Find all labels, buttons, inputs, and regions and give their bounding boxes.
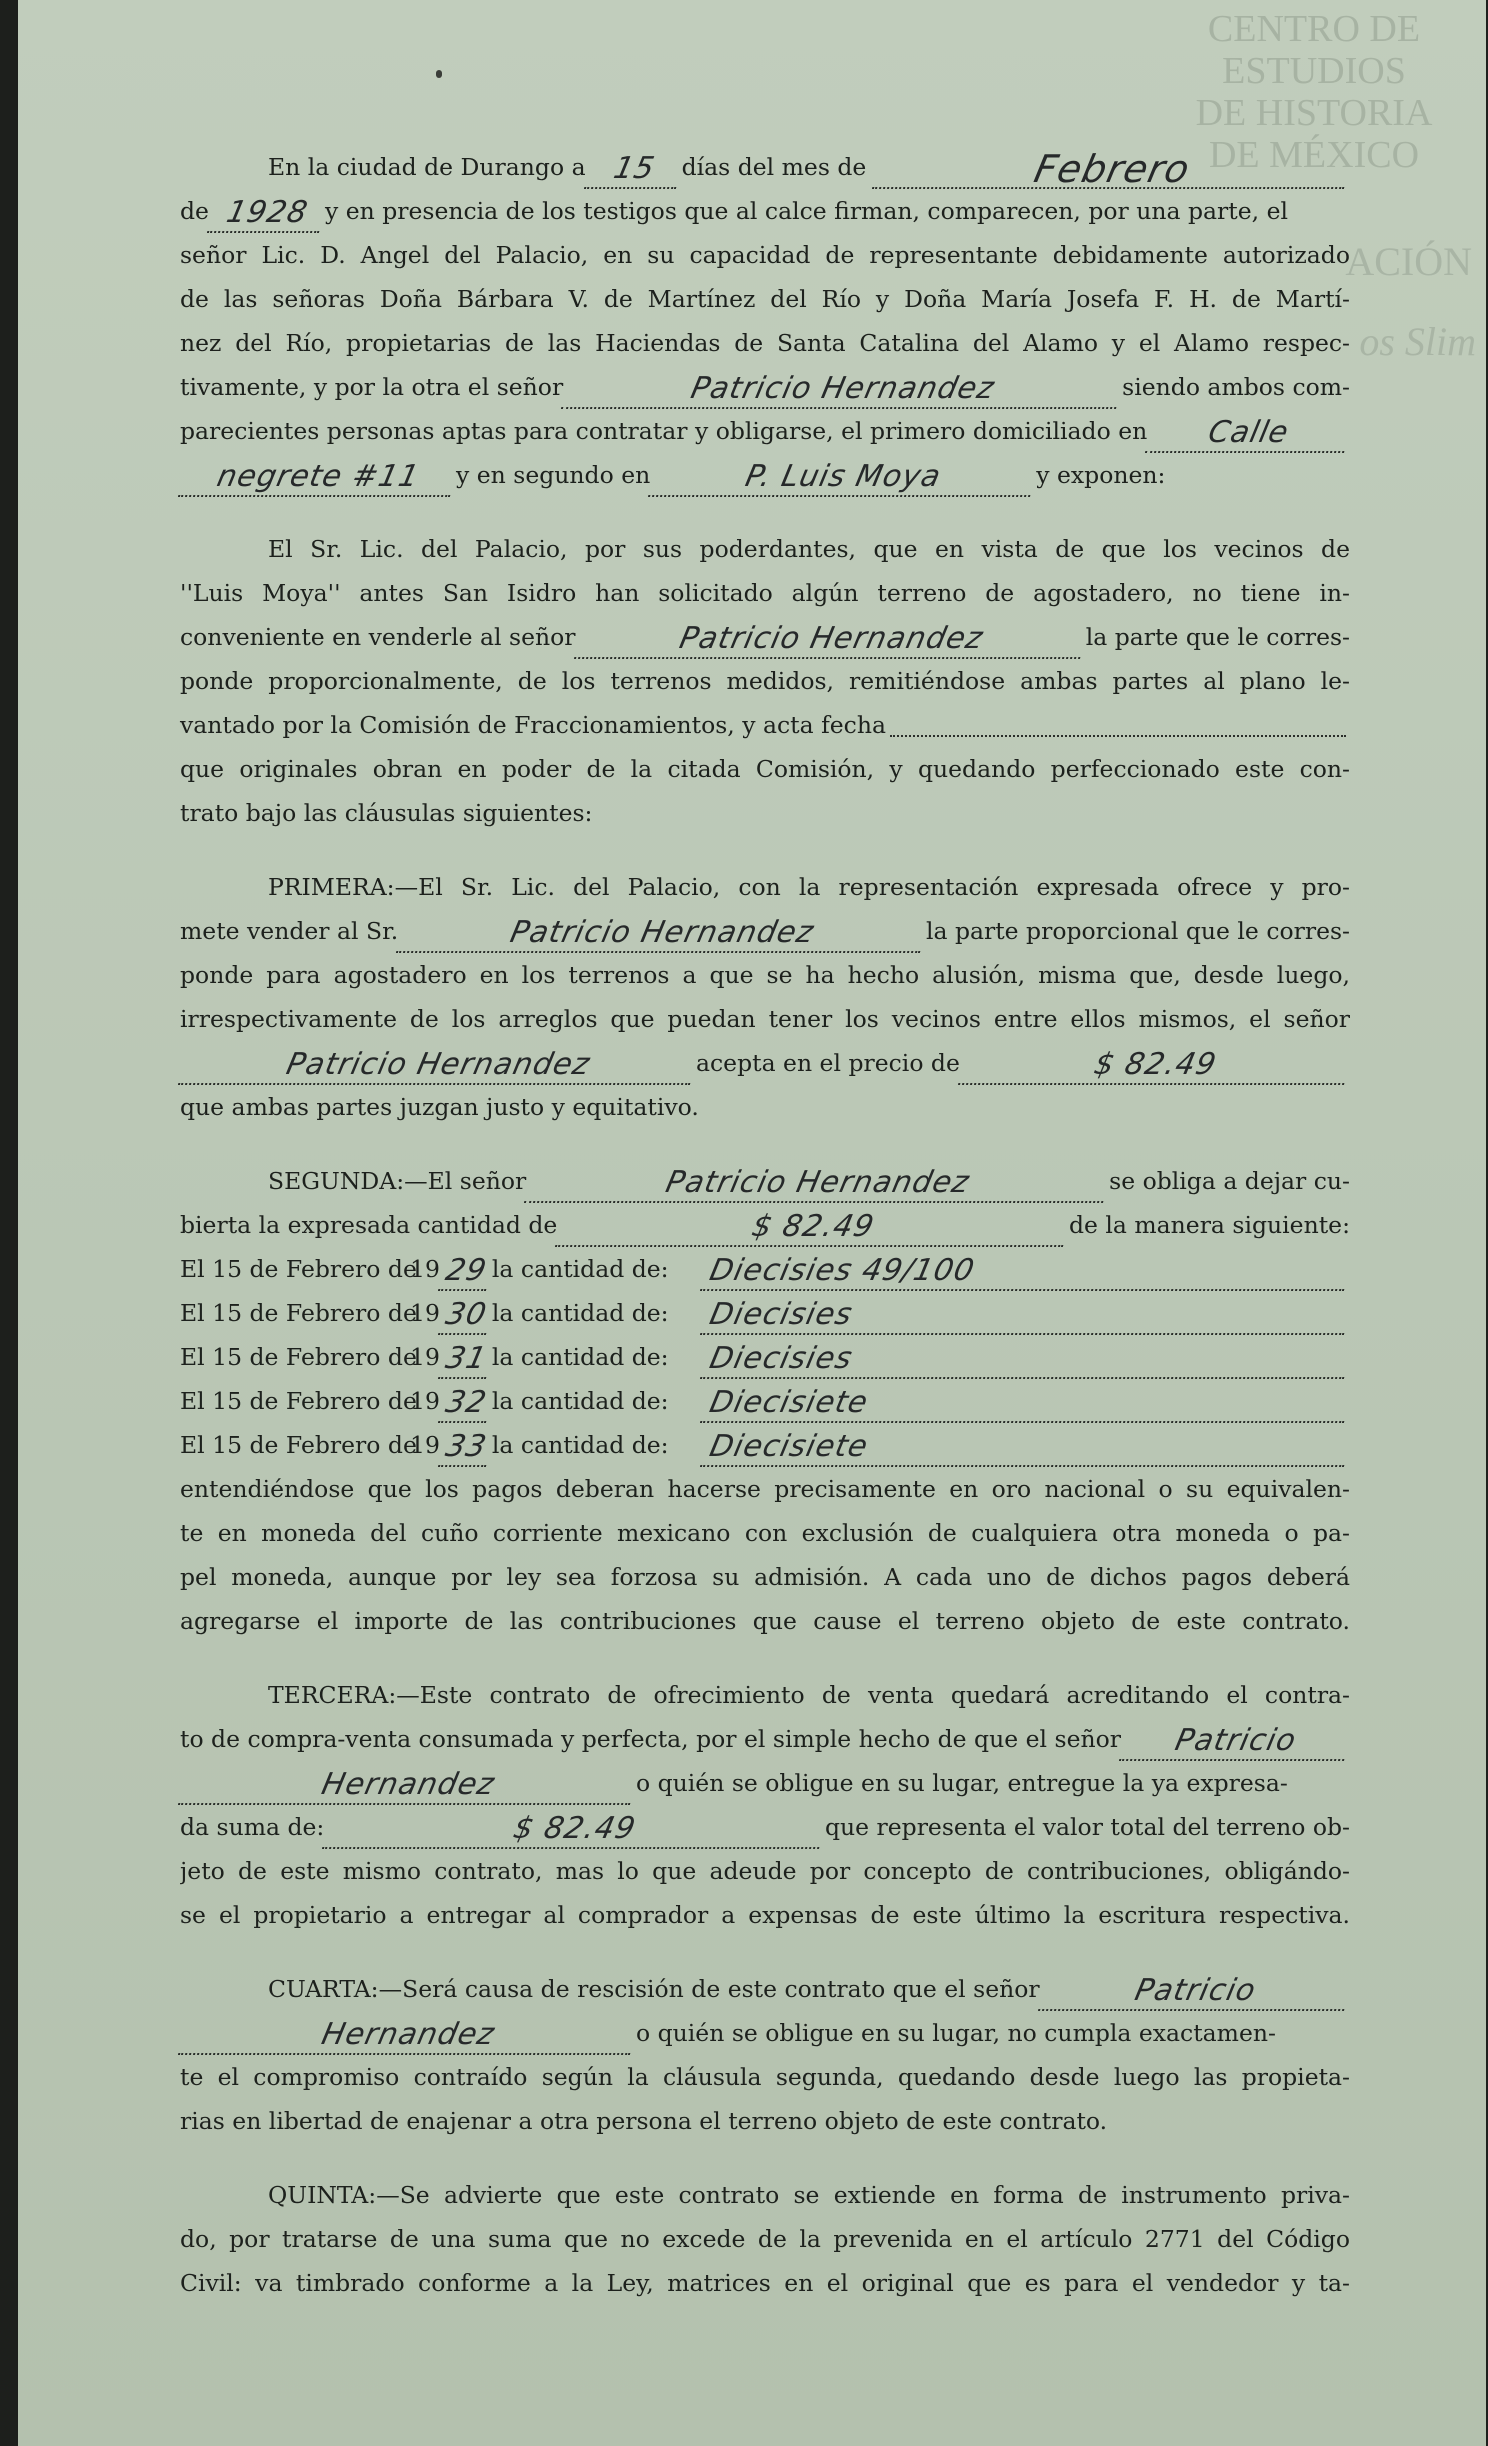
payment-row [180,1379,1350,1423]
text-line: negrete #11 y en segundo en P. Luis Moya y exponen: [180,453,1350,497]
payment-label: la cantidad de: [491,1343,669,1371]
payment-year-prefix: 19 [410,1255,440,1283]
payment-row [180,1335,1350,1379]
text-line: agregarse el importe de las contribuciones que cause el terreno objeto de este contrato. [180,1607,1350,1635]
payment-date: El 15 de Febrero de [180,1343,417,1371]
payment-amount: Diecisies 49/100 [700,1253,1352,1291]
payment-amount: Diecisies [700,1297,1352,1335]
payment-year-prefix: 19 [410,1431,440,1459]
buyer-name-field: Patricio Hernandez [396,915,928,953]
payment-year: 29 [438,1253,494,1291]
text-line: Hernandez o quién se obligue en su lugar, entregue la ya expresa- [180,1761,1350,1805]
payment-label: la cantidad de: [491,1387,669,1415]
text-line: que ambas partes juzgan justo y equitativo. [180,1093,699,1121]
buyer-name-field: Patricio Hernandez [524,1165,1111,1203]
text-line: Patricio Hernandez acepta en el precio de $ 82.49 [180,1041,1350,1085]
text-line: pel moneda, aunque por ley sea forzosa su admisión. A cada uno de dichos pagos deberá [180,1563,1350,1591]
payment-row [180,1291,1350,1335]
text-line: de 1928 y en presencia de los testigos que al calce firman, comparecen, por una parte, el [180,189,1350,233]
day-field: 15 [584,151,684,189]
residence-field: P. Luis Moya [648,459,1038,497]
year-field: 1928 [207,195,327,233]
amount-field: $ 82.49 [555,1209,1071,1247]
buyer-name-field: Patricio [1038,1973,1352,2011]
month-field: Febrero [872,151,1352,189]
payment-year-prefix: 19 [410,1387,440,1415]
payment-year: 33 [438,1429,494,1467]
text-line: vantado por la Comisión de Fraccionamientos, y acta fecha [180,703,1350,747]
text-line: se el propietario a entregar al comprador a expensas de este último la escritura respectiva. [180,1901,1350,1929]
blank-field [890,715,1346,737]
payment-date: El 15 de Febrero de [180,1431,417,1459]
payment-amount: Diecisiete [700,1429,1352,1467]
text-line: mete vender al Sr. Patricio Hernandez la parte proporcional que le corres- [180,909,1350,953]
text-line: de las señoras Doña Bárbara V. de Martínez del Río y Doña María Josefa F. H. de Martí- [180,285,1350,313]
payment-amount: Diecisies [700,1341,1352,1379]
buyer-name-field: Hernandez [178,1767,638,1805]
text-line: Hernandez o quién se obligue en su lugar, no cumpla exactamen- [180,2011,1350,2055]
buyer-name-field: Hernandez [178,2017,638,2055]
text-line: bierta la expresada cantidad de $ 82.49 de la manera siguiente: [180,1203,1350,1247]
document-page [18,0,1486,2446]
text-line: jeto de este mismo contrato, mas lo que adeude por concepto de contribuciones, obligándo- [180,1857,1350,1885]
payment-date: El 15 de Febrero de [180,1255,417,1283]
payment-year-prefix: 19 [410,1299,440,1327]
amount-field: $ 82.49 [322,1811,827,1849]
payment-date: El 15 de Febrero de [180,1299,417,1327]
text-line: Civil: va timbrado conforme a la Ley, matrices en el original que es para el vendedor y ta- [180,2269,1350,2297]
text-line: ponde para agostadero en los terrenos a que se ha hecho alusión, misma que, desde luego, [180,961,1350,989]
text-line: to de compra-venta consumada y perfecta, por el simple hecho de que el señor Patricio [180,1717,1350,1761]
payment-year: 32 [438,1385,494,1423]
watermark-line: ESTUDIOS [1222,50,1406,92]
text-line: QUINTA:—Se advierte que este contrato se extiende en forma de instrumento priva- [268,2181,1350,2209]
punch-mark [436,70,442,78]
address-field: negrete #11 [178,459,458,497]
text-line: entendiéndose que los pagos deberan hacerse precisamente en oro nacional o su equivalen- [180,1475,1350,1503]
text-line: te en moneda del cuño corriente mexicano con exclusión de cualquiera otra moneda o pa- [180,1519,1350,1547]
payment-year: 30 [438,1297,494,1335]
text-line: PRIMERA:—El Sr. Lic. del Palacio, con la representación expresada ofrece y pro- [268,873,1350,901]
watermark-line: DE HISTORIA [1195,92,1433,134]
text-line: da suma de: $ 82.49 que representa el valor total del terreno ob- [180,1805,1350,1849]
watermark-line: CENTRO DE [1207,8,1421,50]
buyer-name-field: Patricio Hernandez [573,621,1087,659]
text-line: conveniente en venderle al señor Patricio Hernandez la parte que le corres- [180,615,1350,659]
text-line: trato bajo las cláusulas siguientes: [180,799,593,827]
watermark-line: DE MÉXICO [1208,134,1420,176]
text-line: te el compromiso contraído según la cláusula segunda, quedando desde luego las propieta- [180,2063,1350,2091]
text-line: señor Lic. D. Angel del Palacio, en su capacidad de representante debidamente autorizado [180,241,1350,269]
text-line: En la ciudad de Durango a 15 días del mes de Febrero [180,145,1350,189]
buyer-name-field: Patricio [1119,1723,1352,1761]
contract-text [180,145,1350,2305]
text-line: CUARTA:—Será causa de rescisión de este contrato que el señor Patricio [180,1967,1350,2011]
text-line: SEGUNDA:—El señor Patricio Hernandez se obliga a dejar cu- [180,1159,1350,1203]
payment-label: la cantidad de: [491,1255,669,1283]
text-line: nez del Río, propietarias de las Haciendas de Santa Catalina del Alamo y el Alamo respec- [180,329,1350,357]
payment-row [180,1423,1350,1467]
address-field: Calle [1145,415,1352,453]
payment-amount: Diecisiete [700,1385,1352,1423]
watermark-fragment: os Slim [1359,319,1476,364]
price-field: $ 82.49 [958,1047,1352,1085]
payment-label: la cantidad de: [491,1299,669,1327]
buyer-name-field: Patricio Hernandez [561,371,1124,409]
text-line: parecientes personas aptas para contratar y obligarse, el primero domiciliado en Calle [180,409,1350,453]
text-line: El Sr. Lic. del Palacio, por sus poderdantes, que en vista de que los vecinos de [268,535,1350,563]
text-line: ponde proporcionalmente, de los terrenos medidos, remitiéndose ambas partes al plano le- [180,667,1350,695]
text-line: rias en libertad de enajenar a otra persona el terreno objeto de este contrato. [180,2107,1108,2135]
payment-year-prefix: 19 [410,1343,440,1371]
payment-schedule [180,1247,1350,1467]
text-line: do, por tratarse de una suma que no excede de la prevenida en el artículo 2771 del Código [180,2225,1350,2253]
payment-year: 31 [438,1341,494,1379]
text-line: irrespectivamente de los arreglos que puedan tener los vecinos entre ellos mismos, el señor [180,1005,1350,1033]
payment-label: la cantidad de: [491,1431,669,1459]
payment-row [180,1247,1350,1291]
text-line: que originales obran en poder de la citada Comisión, y quedando perfeccionado este con- [180,755,1350,783]
watermark-fragment: ACIÓN [1345,239,1472,284]
text-line: TERCERA:—Este contrato de ofrecimiento de venta quedará acreditando el contra- [268,1681,1350,1709]
text-line: tivamente, y por la otra el señor Patricio Hernandez siendo ambos com- [180,365,1350,409]
payment-date: El 15 de Febrero de [180,1387,417,1415]
buyer-name-field: Patricio Hernandez [178,1047,698,1085]
text-line: ''Luis Moya'' antes San Isidro han solicitado algún terreno de agostadero, no tiene in- [180,579,1350,607]
